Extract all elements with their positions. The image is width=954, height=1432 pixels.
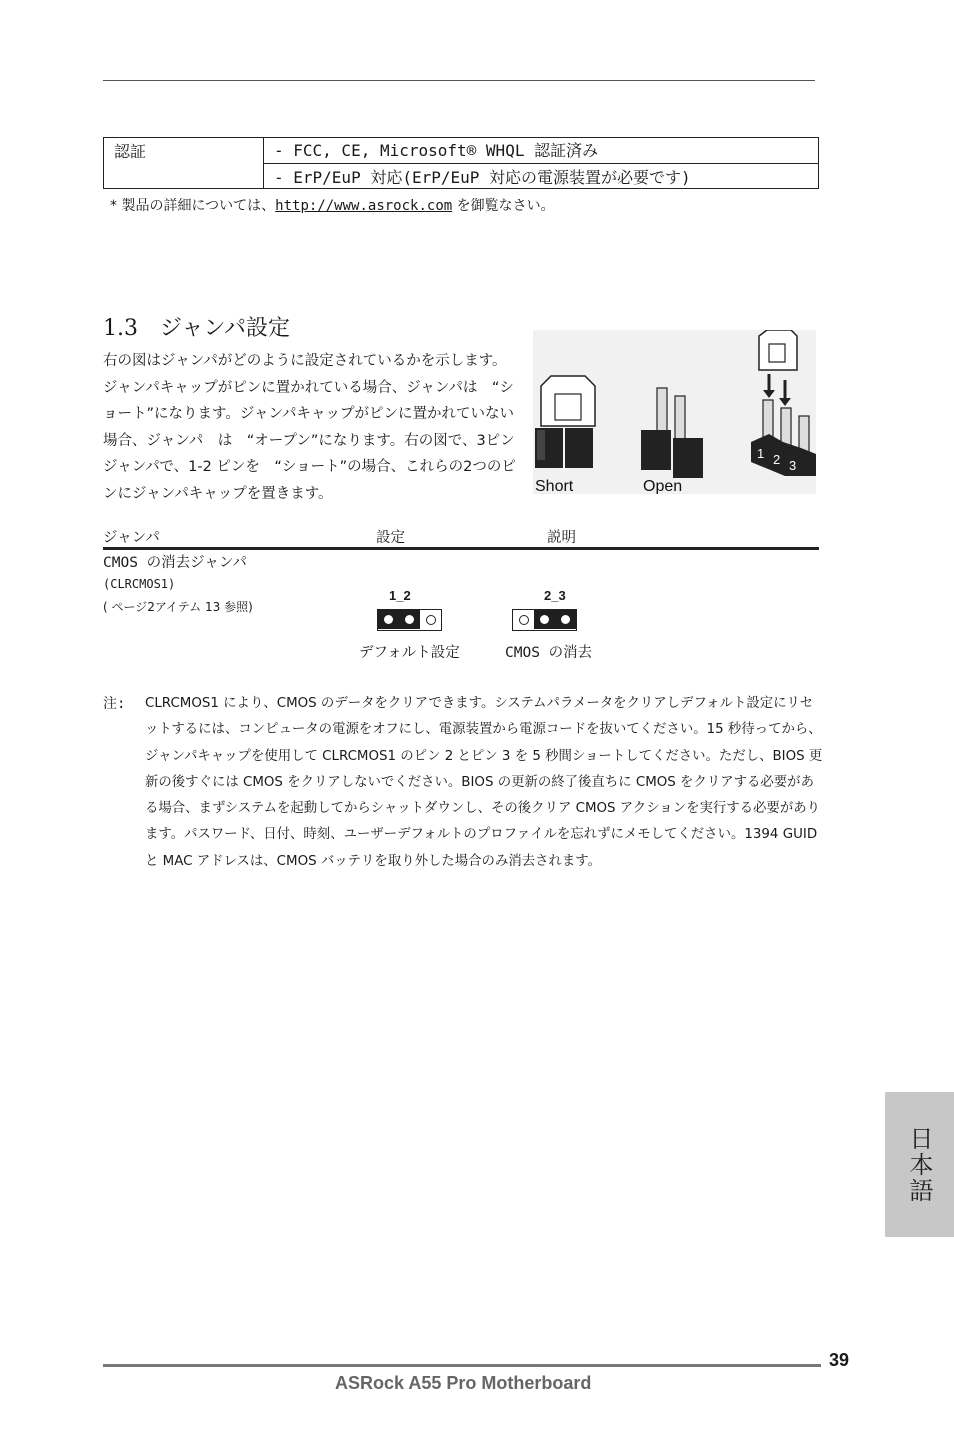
cert-label: 認証 bbox=[114, 142, 147, 161]
footer-rule bbox=[103, 1364, 821, 1367]
page-number: 39 bbox=[829, 1350, 850, 1370]
jumper-reference: ( ページ2アイテム 13 参照) bbox=[103, 600, 253, 614]
short-jumper bbox=[535, 376, 595, 468]
language-tab-label: 日本語 bbox=[905, 1125, 933, 1204]
default-pin-header bbox=[377, 609, 442, 631]
pin-dot bbox=[405, 615, 414, 624]
jumper-diagram-svg bbox=[533, 330, 816, 494]
table-rule bbox=[103, 547, 819, 550]
open-jumper bbox=[641, 388, 703, 478]
pin-2 bbox=[534, 610, 555, 629]
pin-2 bbox=[399, 610, 420, 629]
pin-1-label: 1 bbox=[757, 446, 765, 461]
footnote-prefix: * 製品の詳細については、 bbox=[110, 198, 276, 214]
note-body: CLRCMOS1 により、CMOS のデータをクリアできます。システムパラメータをクリアしデフォルト設定にリセットするには、コンピュータの電源をオフにし、電源装置から電源コードを抜いてください。15 秒待ってから、ジャンパキャップを使用して CLRCMOS1 のピン 2 とピン 3 を 5 秒間ショートしてください。ただし、BIOS 更新の後すぐには CMOS をクリアしないでください。BIOS の更新の終了後直ちに CMOS をクリアする必要がある場合、まずシステムを起動してからシャットダウンし、その後クリア CMOS アクションを実行する必要があります。パスワード、日付、時刻、ユーザーデフォルトのプロファイルを忘れずにメモしてください。1394 GUID と MAC アドレスは、CMOS バッテリを取り外した場合のみ消去されます。 bbox=[145, 696, 823, 869]
language-tab bbox=[885, 1092, 954, 1237]
table-divider bbox=[263, 163, 818, 164]
section-title: 1.3 ジャンパ設定 bbox=[103, 316, 291, 341]
clear-caption: CMOS の消去 bbox=[505, 645, 593, 661]
header-description: 説明 bbox=[547, 530, 576, 546]
header-setting: 設定 bbox=[376, 530, 405, 546]
pin-dot bbox=[384, 615, 393, 624]
open-label: Open bbox=[643, 478, 683, 494]
short-label: Short bbox=[535, 478, 574, 494]
default-caption: デフォルト設定 bbox=[359, 645, 460, 661]
default-pins-label: 1_2 bbox=[389, 588, 411, 603]
clear-pin-header bbox=[512, 609, 577, 631]
jumper-illustration bbox=[533, 330, 816, 494]
header-jumper: ジャンパ bbox=[103, 530, 160, 546]
pin-dot bbox=[519, 615, 529, 625]
clear-pins-label: 2_3 bbox=[544, 588, 566, 603]
pin-dot bbox=[426, 615, 436, 625]
pin-3 bbox=[420, 610, 441, 629]
pin-1 bbox=[513, 610, 534, 629]
pin-3 bbox=[555, 610, 576, 629]
intro-paragraph: 右の図はジャンパがどのように設定されているかを示します。ジャンパキャップがピンに置かれている場合、ジャンパは “ショート”になります。ジャンパキャップがピンに置かれていない場合、ジャンパ は “オープン”になります。右の図で、3ピンジャンパで、1-2 ピンを “ショート”の場合、これらの2つのピンにジャンパキャップを置きます。 bbox=[103, 353, 516, 502]
footnote bbox=[110, 195, 555, 215]
pin-3-label: 3 bbox=[789, 458, 797, 473]
jumper-id: (CLRCMOS1) bbox=[103, 577, 176, 591]
pin-2-label: 2 bbox=[773, 452, 781, 467]
footnote-suffix: を御覧なさい。 bbox=[452, 198, 555, 214]
certification-table bbox=[103, 137, 819, 189]
footer-title: ASRock A55 Pro Motherboard bbox=[335, 1373, 592, 1393]
cert-line-2: - ErP/EuP 対応(ErP/EuP 対応の電源装置が必要です) bbox=[274, 168, 691, 187]
top-rule bbox=[103, 80, 815, 81]
pin-dot bbox=[540, 615, 549, 624]
pin-dot bbox=[561, 615, 570, 624]
jumper-name: CMOS の消去ジャンパ bbox=[103, 555, 247, 571]
pin-1 bbox=[378, 610, 399, 629]
asrock-link[interactable]: http://www.asrock.com bbox=[275, 198, 453, 214]
note-label: 注: bbox=[103, 696, 126, 712]
cert-line-1: - FCC, CE, Microsoft® WHQL 認証済み bbox=[274, 141, 599, 160]
